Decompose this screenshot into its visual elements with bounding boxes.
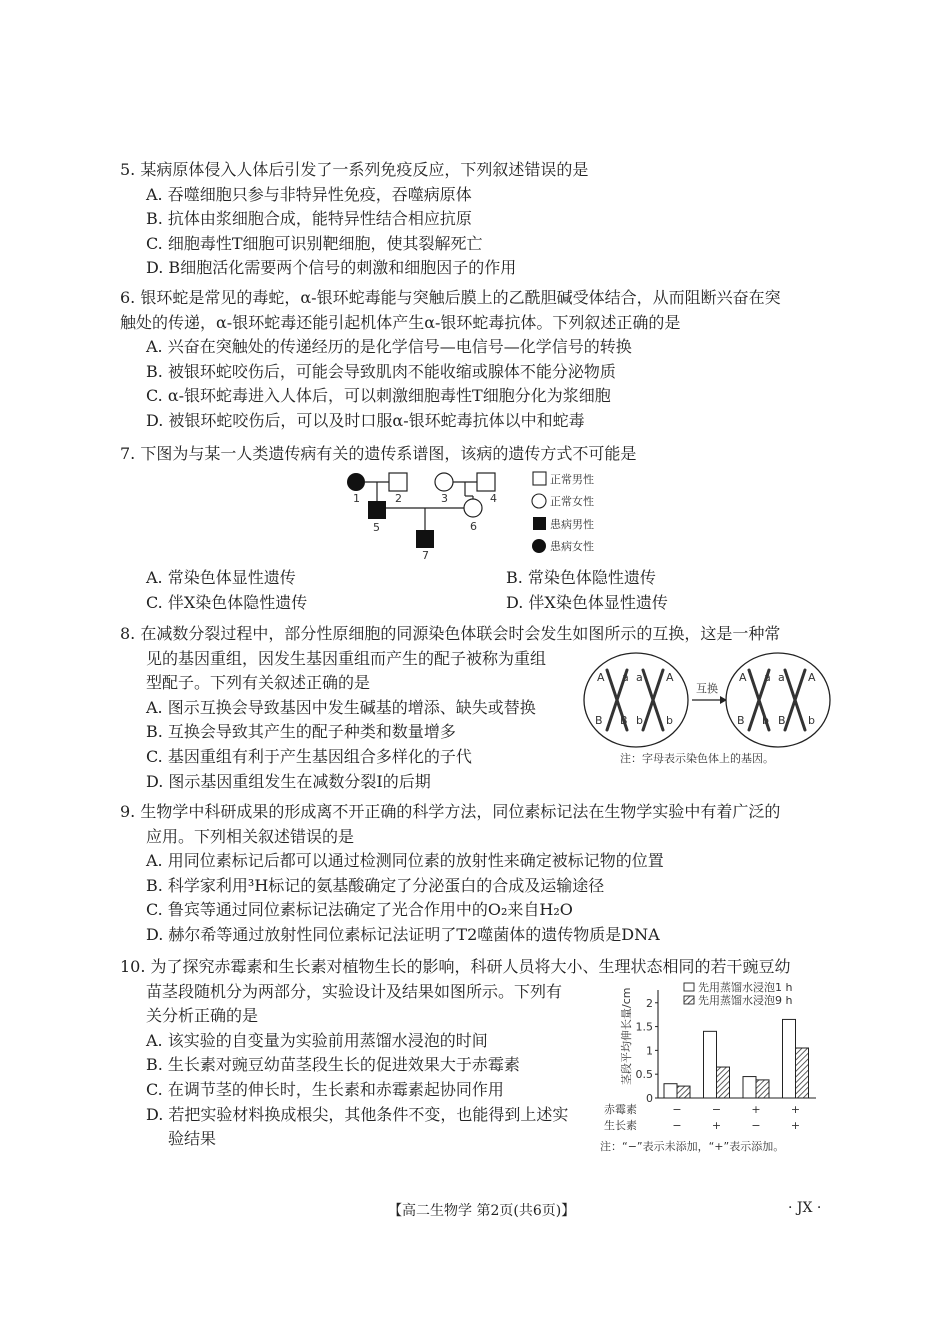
option-c: C. 细胞毒性T细胞可识别靶细胞，使其裂解死亡 bbox=[146, 233, 483, 253]
bar-soak-9h bbox=[796, 1048, 809, 1098]
individual-4-normal-male bbox=[477, 473, 495, 491]
option-d: D. B细胞活化需要两个信号的刺激和细胞因子的作用 bbox=[146, 258, 517, 278]
bar-soak-1h bbox=[664, 1084, 677, 1098]
individual-1-affected-female bbox=[347, 473, 365, 491]
option-c: C. 鲁宾等通过同位素标记法确定了光合作用中的O₂来自H₂O bbox=[146, 900, 573, 920]
question-6-stem-line1: 6. 银环蛇是常见的毒蛇，α-银环蛇毒能与突触后膜上的乙酰胆碱受体结合，从而阻断兴奋在突 bbox=[120, 288, 781, 307]
option-c: C. α-银环蛇毒进入人体后，可以刺激细胞毒性T细胞分化为浆细胞 bbox=[146, 386, 611, 406]
y-tick-label: 1 bbox=[646, 1044, 653, 1058]
gene-label: A bbox=[808, 671, 816, 684]
gene-label: b bbox=[666, 714, 673, 727]
treatment-gibberellin: + bbox=[790, 1103, 801, 1116]
cell-after bbox=[726, 653, 830, 747]
question-8-stem-line1: 8. 在减数分裂过程中，部分性原细胞的同源染色体联会时会发生如图所示的互换，这是一种常 bbox=[120, 624, 781, 643]
gene-label: b bbox=[762, 714, 769, 727]
cell-before bbox=[584, 653, 688, 747]
pedigree-label: 4 bbox=[490, 492, 497, 505]
option-d-continued: 验结果 bbox=[168, 1129, 217, 1149]
growth-bar-chart bbox=[598, 980, 838, 1155]
question-5-stem: 5. 某病原体侵入人体后引发了一系列免疫反应，下列叙述错误的是 bbox=[120, 160, 589, 179]
y-ticks bbox=[636, 997, 659, 1105]
individual-5-affected-male bbox=[368, 501, 386, 519]
individual-3-normal-female bbox=[435, 473, 453, 491]
gene-label: a bbox=[778, 671, 785, 684]
question-9 bbox=[120, 800, 840, 948]
option-d: D. 伴X染色体显性遗传 bbox=[506, 592, 668, 612]
option-a: A. 兴奋在突触处的传递经历的是化学信号—电信号—化学信号的转换 bbox=[146, 337, 632, 357]
question-5 bbox=[120, 158, 840, 281]
treatment-auxin: − bbox=[751, 1119, 761, 1132]
question-7-options bbox=[120, 566, 840, 615]
option-b: B. 抗体由浆细胞合成，能特异性结合相应抗原 bbox=[146, 209, 472, 229]
gene-label: b bbox=[636, 714, 643, 727]
pedigree-label: 3 bbox=[441, 492, 448, 505]
y-tick-label: 1.5 bbox=[635, 1020, 653, 1034]
gene-label: a bbox=[764, 671, 771, 684]
pedigree-label: 6 bbox=[470, 520, 477, 533]
question-10-stem-line2: 苗茎段随机分为两部分，实验设计及结果如图所示。下列有 bbox=[146, 981, 563, 1001]
legend-series-1: 先用蒸馏水浸泡1 h bbox=[698, 981, 793, 994]
y-tick-label: 0.5 bbox=[635, 1068, 653, 1082]
legend-affected-female-symbol bbox=[532, 539, 546, 553]
legend-series-2: 先用蒸馏水浸泡9 h bbox=[698, 994, 793, 1007]
question-8-stem-line2: 见的基因重组，因发生基因重组而产生的配子被称为重组 bbox=[146, 648, 547, 668]
pedigree-chart bbox=[340, 468, 620, 560]
pedigree-label: 5 bbox=[373, 521, 380, 534]
crossover-figure bbox=[580, 648, 835, 770]
question-10-stem-line1: 10. 为了探究赤霉素和生长素对植物生长的影响，科研人员将大小、生理状态相同的若干豌豆幼 bbox=[120, 957, 791, 976]
gene-label: b bbox=[808, 714, 815, 727]
legend-normal-male: 正常男性 bbox=[550, 473, 594, 486]
legend-swatch-white bbox=[684, 983, 694, 991]
paper-code: · JX · bbox=[788, 1200, 822, 1216]
option-a: A. 该实验的自变量为实验前用蒸馏水浸泡的时间 bbox=[146, 1030, 488, 1050]
option-d: D. 赫尔希等通过放射性同位素标记法证明了T2噬菌体的遗传物质是DNA bbox=[146, 924, 660, 944]
gene-label: a bbox=[636, 671, 643, 684]
option-a: A. 吞噬细胞只参与非特异性免疫，吞噬病原体 bbox=[146, 184, 472, 204]
question-8-stem-line3: 型配子。下列有关叙述正确的是 bbox=[146, 673, 371, 693]
bars bbox=[664, 1019, 809, 1098]
bar-soak-1h bbox=[704, 1031, 717, 1098]
question-9-stem-line2: 应用。下列相关叙述错误的是 bbox=[146, 826, 355, 846]
bar-soak-1h bbox=[783, 1019, 796, 1098]
pedigree-label: 2 bbox=[395, 492, 402, 505]
gene-label: B bbox=[595, 714, 603, 727]
pedigree-label: 7 bbox=[422, 549, 429, 560]
option-c: C. 在调节茎的伸长时，生长素和赤霉素起协同作用 bbox=[146, 1079, 504, 1099]
legend-affected-male: 患病男性 bbox=[550, 518, 594, 531]
bar-soak-9h bbox=[677, 1086, 690, 1098]
option-d: D. 被银环蛇咬伤后，可以及时口服α-银环蛇毒抗体以中和蛇毒 bbox=[146, 410, 585, 430]
gene-label: A bbox=[666, 671, 674, 684]
y-tick-label: 2 bbox=[646, 996, 653, 1010]
option-d: D. 若把实验材料换成根尖，其他条件不变，也能得到上述实 bbox=[146, 1104, 569, 1124]
question-6-stem-line2: 触处的传递，α-银环蛇毒还能引起机体产生α-银环蛇毒抗体。下列叙述正确的是 bbox=[120, 312, 681, 332]
gene-label: a bbox=[622, 671, 629, 684]
gene-label: B bbox=[737, 714, 745, 727]
treatment-auxin: − bbox=[672, 1119, 682, 1132]
legend-normal-male-symbol bbox=[533, 472, 546, 485]
legend-normal-female: 正常女性 bbox=[550, 495, 594, 508]
question-9-stem-line1: 9. 生物学中科研成果的形成离不开正确的科学方法，同位素标记法在生物学实验中有着广泛的 bbox=[120, 802, 781, 821]
pedigree-label: 1 bbox=[353, 492, 360, 505]
question-7-stem: 7. 下图为与某一人类遗传病有关的遗传系谱图，该病的遗传方式不可能是 bbox=[120, 444, 637, 463]
y-axis-label: 茎段平均伸长量/cm bbox=[620, 987, 633, 1085]
option-b: B. 常染色体隐性遗传 bbox=[506, 568, 656, 587]
gene-label: A bbox=[597, 671, 605, 684]
option-d: D. 图示基因重组发生在减数分裂Ⅰ的后期 bbox=[146, 771, 431, 791]
row-label-auxin: 生长素 bbox=[604, 1119, 637, 1132]
option-c: C. 伴X染色体隐性遗传 bbox=[146, 592, 308, 612]
question-6 bbox=[120, 286, 840, 434]
individual-2-normal-male bbox=[389, 473, 407, 491]
treatment-auxin: + bbox=[711, 1119, 722, 1132]
figure-note: 注：字母表示染色体上的基因。 bbox=[620, 752, 774, 765]
y-tick-label: 0 bbox=[646, 1092, 653, 1105]
bar-soak-9h bbox=[717, 1067, 730, 1098]
question-10-stem-line3: 关分析正确的是 bbox=[146, 1006, 259, 1026]
option-b: B. 生长素对豌豆幼苗茎段生长的促进效果大于赤霉素 bbox=[146, 1055, 520, 1075]
chart-note: 注：“−”表示未添加，“+”表示添加。 bbox=[600, 1140, 785, 1153]
individual-7-affected-male bbox=[416, 530, 434, 548]
page-footer: 【高二生物学 第2页(共6页)】 bbox=[388, 1203, 576, 1219]
gene-label: B bbox=[778, 714, 786, 727]
individual-6-normal-female bbox=[464, 499, 482, 517]
gene-label: B bbox=[620, 714, 628, 727]
treatment-gibberellin: − bbox=[672, 1103, 682, 1116]
treatment-gibberellin: − bbox=[711, 1103, 722, 1116]
legend-swatch-hatch bbox=[684, 996, 694, 1004]
bar-soak-9h bbox=[756, 1080, 769, 1098]
legend-affected-male-symbol bbox=[533, 517, 546, 530]
option-b: B. 互换会导致其产生的配子种类和数量增多 bbox=[146, 722, 456, 742]
bar-soak-1h bbox=[743, 1077, 756, 1098]
option-a: A. 常染色体显性遗传 bbox=[146, 568, 296, 587]
option-b: B. 被银环蛇咬伤后，可能会导致肌肉不能收缩或腺体不能分泌物质 bbox=[146, 361, 616, 381]
option-b: B. 科学家利用³H标记的氨基酸确定了分泌蛋白的合成及运输途径 bbox=[146, 875, 605, 895]
gene-label: A bbox=[739, 671, 747, 684]
treatment-auxin: + bbox=[790, 1119, 801, 1132]
row-label-gibberellin: 赤霉素 bbox=[604, 1103, 637, 1116]
treatment-marks bbox=[672, 1103, 800, 1132]
option-c: C. 基因重组有利于产生基因组合多样化的子代 bbox=[146, 746, 472, 766]
legend-normal-female-symbol bbox=[532, 494, 546, 508]
treatment-gibberellin: + bbox=[751, 1103, 761, 1116]
option-a: A. 图示互换会导致基因中发生碱基的增添、缺失或替换 bbox=[146, 697, 536, 717]
question-7 bbox=[120, 442, 840, 467]
option-a: A. 用同位素标记后都可以通过检测同位素的放射性来确定被标记物的位置 bbox=[146, 851, 664, 871]
legend-affected-female: 患病女性 bbox=[550, 540, 594, 553]
arrow-label: 互换 bbox=[696, 682, 718, 695]
